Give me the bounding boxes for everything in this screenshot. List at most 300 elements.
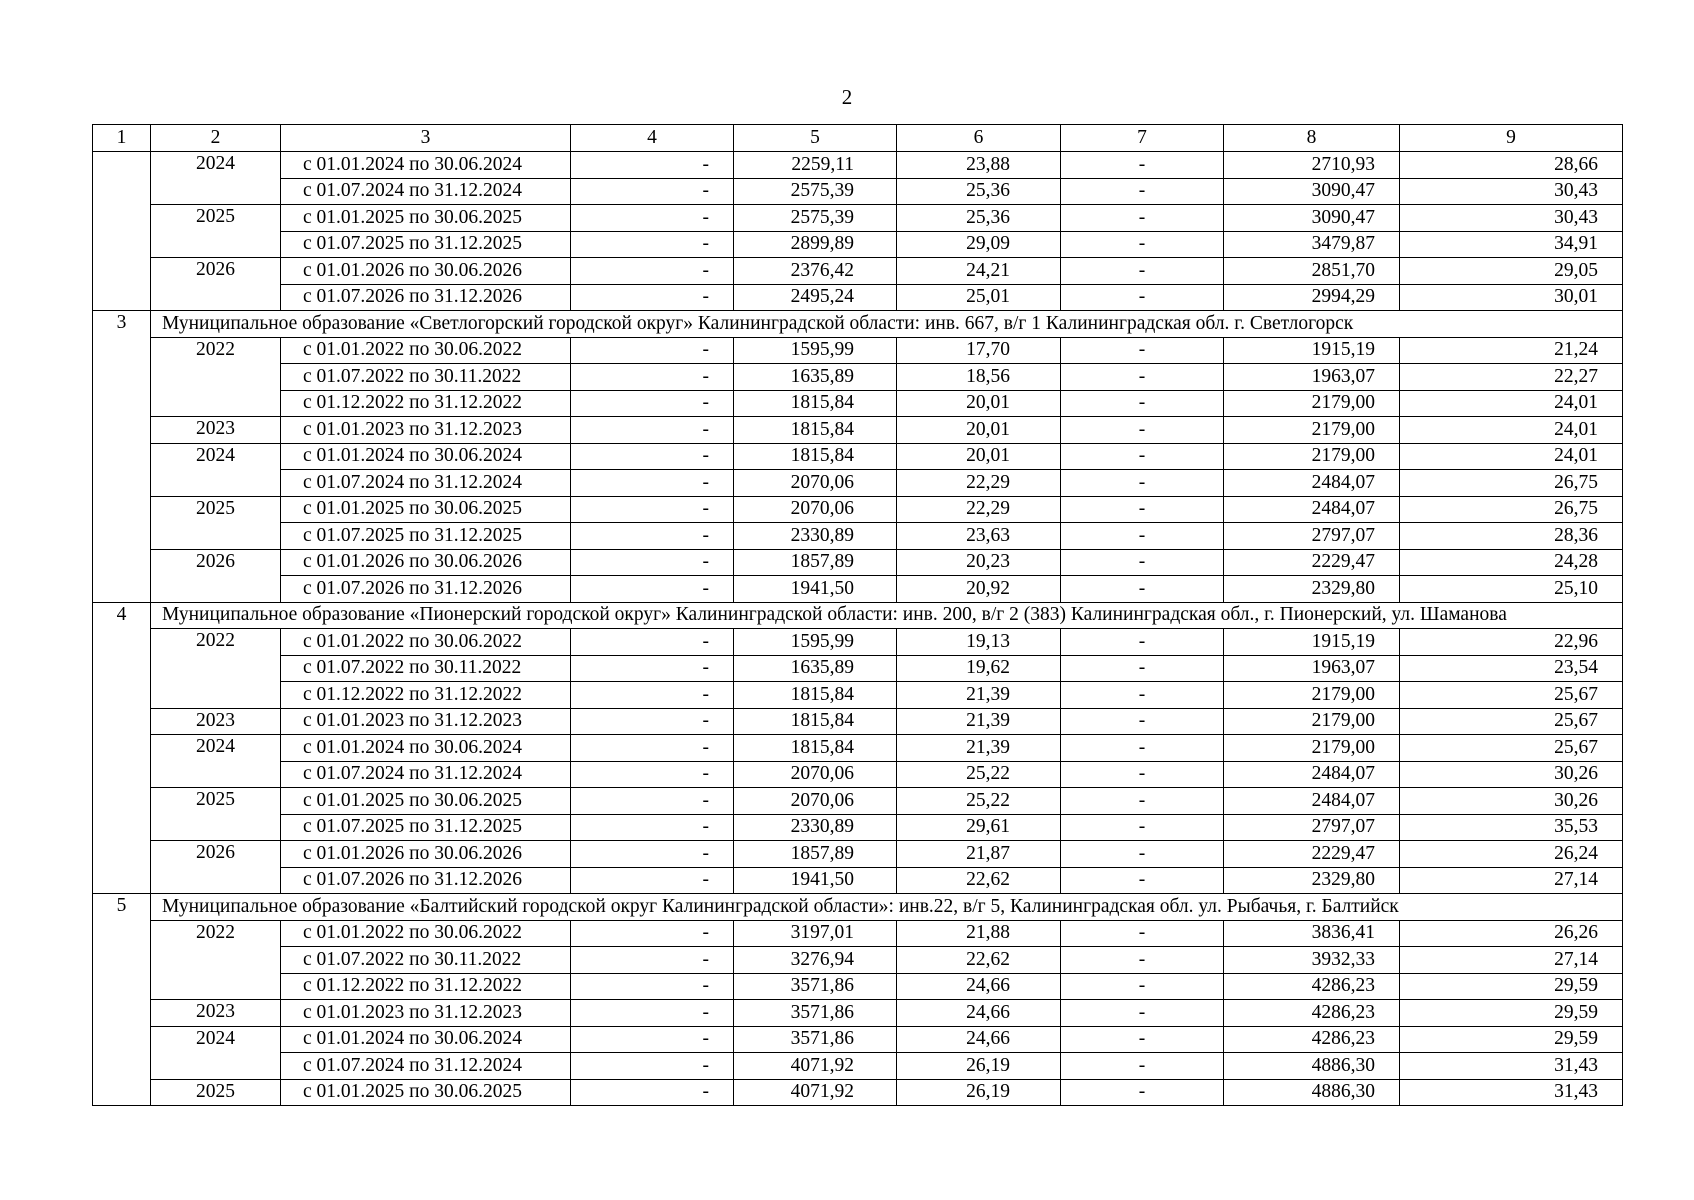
- table-row: [93, 1000, 1623, 1027]
- col7-cell: -: [1061, 814, 1224, 841]
- table-row: [93, 496, 1623, 523]
- col5-cell: 3571,86: [734, 973, 897, 1000]
- col9-cell: 26,24: [1400, 841, 1623, 868]
- col7-cell: -: [1061, 470, 1224, 497]
- col6-cell: 24,66: [897, 973, 1061, 1000]
- col9-cell: 30,26: [1400, 761, 1623, 788]
- period-cell: с 01.01.2025 по 30.06.2025: [281, 205, 571, 232]
- col5-cell: 3571,86: [734, 1000, 897, 1027]
- col4-cell: -: [571, 178, 734, 205]
- table-row: [93, 470, 1623, 497]
- col7-cell: -: [1061, 735, 1224, 762]
- column-header: 1: [93, 125, 151, 152]
- col5-cell: 1815,84: [734, 443, 897, 470]
- year-cell: 2026: [151, 258, 281, 311]
- col4-cell: -: [571, 629, 734, 656]
- col9-cell: 25,67: [1400, 708, 1623, 735]
- table-row: [93, 920, 1623, 947]
- table-row: [93, 152, 1623, 179]
- col8-cell: 4286,23: [1224, 973, 1400, 1000]
- col4-cell: -: [571, 337, 734, 364]
- col4-cell: -: [571, 973, 734, 1000]
- period-cell: с 01.07.2024 по 31.12.2024: [281, 1053, 571, 1080]
- col9-cell: 25,67: [1400, 682, 1623, 709]
- col5-cell: 1857,89: [734, 549, 897, 576]
- col9-cell: 27,14: [1400, 947, 1623, 974]
- col4-cell: -: [571, 231, 734, 258]
- col8-cell: 2797,07: [1224, 523, 1400, 550]
- col4-cell: -: [571, 390, 734, 417]
- year-cell: 2026: [151, 549, 281, 602]
- col6-cell: 23,63: [897, 523, 1061, 550]
- col4-cell: -: [571, 205, 734, 232]
- period-cell: с 01.12.2022 по 31.12.2022: [281, 973, 571, 1000]
- col8-cell: 2484,07: [1224, 788, 1400, 815]
- period-cell: с 01.01.2023 по 31.12.2023: [281, 1000, 571, 1027]
- col6-cell: 21,39: [897, 735, 1061, 762]
- table-row: [93, 417, 1623, 444]
- period-cell: с 01.07.2024 по 31.12.2024: [281, 761, 571, 788]
- col8-cell: 4286,23: [1224, 1000, 1400, 1027]
- year-cell: 2025: [151, 788, 281, 841]
- year-cell: 2023: [151, 1000, 281, 1027]
- col8-cell: 4886,30: [1224, 1079, 1400, 1106]
- col4-cell: -: [571, 920, 734, 947]
- table-row: [93, 814, 1623, 841]
- col5-cell: 1941,50: [734, 867, 897, 894]
- col4-cell: -: [571, 417, 734, 444]
- col7-cell: -: [1061, 867, 1224, 894]
- col4-cell: -: [571, 735, 734, 762]
- col6-cell: 23,88: [897, 152, 1061, 179]
- col6-cell: 20,92: [897, 576, 1061, 603]
- col9-cell: 29,59: [1400, 1026, 1623, 1053]
- table-row: [93, 867, 1623, 894]
- col5-cell: 2899,89: [734, 231, 897, 258]
- col8-cell: 4286,23: [1224, 1026, 1400, 1053]
- col6-cell: 20,23: [897, 549, 1061, 576]
- col6-cell: 24,66: [897, 1000, 1061, 1027]
- period-cell: с 01.01.2025 по 30.06.2025: [281, 788, 571, 815]
- col8-cell: 2179,00: [1224, 443, 1400, 470]
- column-header: 2: [151, 125, 281, 152]
- period-cell: с 01.07.2022 по 30.11.2022: [281, 947, 571, 974]
- section-title: Муниципальное образование «Балтийский городской округ Калининградской области»: инв.22, в/г 5, Калининградская обл. ул. Рыбачья, г. Балтийск: [151, 894, 1623, 921]
- col9-cell: 26,26: [1400, 920, 1623, 947]
- section-number: [93, 152, 151, 311]
- col6-cell: 18,56: [897, 364, 1061, 391]
- col8-cell: 1963,07: [1224, 364, 1400, 391]
- column-header: 5: [734, 125, 897, 152]
- col4-cell: -: [571, 682, 734, 709]
- col5-cell: 2575,39: [734, 205, 897, 232]
- period-cell: с 01.07.2022 по 30.11.2022: [281, 655, 571, 682]
- col7-cell: -: [1061, 682, 1224, 709]
- table-row: [93, 788, 1623, 815]
- table-row: [93, 205, 1623, 232]
- period-cell: с 01.07.2022 по 30.11.2022: [281, 364, 571, 391]
- section-number: 3: [93, 311, 151, 603]
- col8-cell: 2229,47: [1224, 549, 1400, 576]
- year-cell: 2023: [151, 708, 281, 735]
- col7-cell: -: [1061, 629, 1224, 656]
- period-cell: с 01.01.2022 по 30.06.2022: [281, 920, 571, 947]
- period-cell: с 01.07.2025 по 31.12.2025: [281, 523, 571, 550]
- period-cell: с 01.07.2026 по 31.12.2026: [281, 284, 571, 311]
- table-row: [93, 629, 1623, 656]
- col6-cell: 24,66: [897, 1026, 1061, 1053]
- year-cell: 2025: [151, 1079, 281, 1106]
- col8-cell: 2994,29: [1224, 284, 1400, 311]
- period-cell: с 01.12.2022 по 31.12.2022: [281, 390, 571, 417]
- col6-cell: 21,39: [897, 708, 1061, 735]
- table-row: [93, 973, 1623, 1000]
- col9-cell: 30,43: [1400, 205, 1623, 232]
- col7-cell: -: [1061, 947, 1224, 974]
- table-row: [93, 178, 1623, 205]
- period-cell: с 01.01.2026 по 30.06.2026: [281, 549, 571, 576]
- col6-cell: 22,62: [897, 867, 1061, 894]
- table-row: [93, 1079, 1623, 1106]
- section-number: 4: [93, 602, 151, 894]
- col4-cell: -: [571, 549, 734, 576]
- col5-cell: 2070,06: [734, 470, 897, 497]
- col9-cell: 35,53: [1400, 814, 1623, 841]
- col6-cell: 25,36: [897, 178, 1061, 205]
- col8-cell: 2484,07: [1224, 496, 1400, 523]
- col9-cell: 28,66: [1400, 152, 1623, 179]
- col6-cell: 21,39: [897, 682, 1061, 709]
- column-header: 4: [571, 125, 734, 152]
- col8-cell: 2179,00: [1224, 682, 1400, 709]
- col6-cell: 21,87: [897, 841, 1061, 868]
- col4-cell: -: [571, 655, 734, 682]
- col8-cell: 2229,47: [1224, 841, 1400, 868]
- col7-cell: -: [1061, 1000, 1224, 1027]
- col5-cell: 1635,89: [734, 364, 897, 391]
- table-row: [93, 1053, 1623, 1080]
- col6-cell: 20,01: [897, 417, 1061, 444]
- col4-cell: -: [571, 284, 734, 311]
- col7-cell: -: [1061, 549, 1224, 576]
- period-cell: с 01.07.2024 по 31.12.2024: [281, 178, 571, 205]
- col6-cell: 20,01: [897, 443, 1061, 470]
- col6-cell: 22,62: [897, 947, 1061, 974]
- col5-cell: 1595,99: [734, 337, 897, 364]
- table-row: [93, 947, 1623, 974]
- year-cell: 2024: [151, 152, 281, 205]
- col6-cell: 19,62: [897, 655, 1061, 682]
- col8-cell: 2710,93: [1224, 152, 1400, 179]
- col9-cell: 25,10: [1400, 576, 1623, 603]
- col5-cell: 1815,84: [734, 735, 897, 762]
- col9-cell: 21,24: [1400, 337, 1623, 364]
- table-row: [93, 841, 1623, 868]
- year-cell: 2024: [151, 443, 281, 496]
- col6-cell: 25,22: [897, 761, 1061, 788]
- col4-cell: -: [571, 1053, 734, 1080]
- col7-cell: -: [1061, 761, 1224, 788]
- col4-cell: -: [571, 523, 734, 550]
- col5-cell: 1941,50: [734, 576, 897, 603]
- col7-cell: -: [1061, 337, 1224, 364]
- section-title: Муниципальное образование «Пионерский городской округ» Калининградской области: инв. 200, в/г 2 (383) Калининградская обл., г. Пионерский, ул. Шаманова: [151, 602, 1623, 629]
- col7-cell: -: [1061, 496, 1224, 523]
- col7-cell: -: [1061, 920, 1224, 947]
- column-header: 9: [1400, 125, 1623, 152]
- column-header: 7: [1061, 125, 1224, 152]
- period-cell: с 01.01.2025 по 30.06.2025: [281, 1079, 571, 1106]
- col4-cell: -: [571, 761, 734, 788]
- col7-cell: -: [1061, 1026, 1224, 1053]
- col5-cell: 1815,84: [734, 682, 897, 709]
- col9-cell: 30,01: [1400, 284, 1623, 311]
- period-cell: с 01.01.2022 по 30.06.2022: [281, 337, 571, 364]
- period-cell: с 01.07.2025 по 31.12.2025: [281, 231, 571, 258]
- col6-cell: 25,22: [897, 788, 1061, 815]
- col8-cell: 1915,19: [1224, 337, 1400, 364]
- table-row: [93, 735, 1623, 762]
- table-row: [93, 1026, 1623, 1053]
- col8-cell: 3090,47: [1224, 205, 1400, 232]
- col5-cell: 4071,92: [734, 1053, 897, 1080]
- col6-cell: 26,19: [897, 1079, 1061, 1106]
- table-row: [93, 761, 1623, 788]
- table-row: [93, 364, 1623, 391]
- table-row: [93, 443, 1623, 470]
- col7-cell: -: [1061, 390, 1224, 417]
- col5-cell: 1815,84: [734, 417, 897, 444]
- col4-cell: -: [571, 1000, 734, 1027]
- col6-cell: 17,70: [897, 337, 1061, 364]
- col7-cell: -: [1061, 788, 1224, 815]
- col9-cell: 22,96: [1400, 629, 1623, 656]
- col6-cell: 25,01: [897, 284, 1061, 311]
- col5-cell: 1857,89: [734, 841, 897, 868]
- col7-cell: -: [1061, 417, 1224, 444]
- col8-cell: 2329,80: [1224, 867, 1400, 894]
- col7-cell: -: [1061, 284, 1224, 311]
- col8-cell: 2851,70: [1224, 258, 1400, 285]
- col4-cell: -: [571, 1026, 734, 1053]
- col4-cell: -: [571, 708, 734, 735]
- column-header: 3: [281, 125, 571, 152]
- table-row: [93, 390, 1623, 417]
- col9-cell: 29,05: [1400, 258, 1623, 285]
- col6-cell: 22,29: [897, 496, 1061, 523]
- table-row: [93, 682, 1623, 709]
- period-cell: с 01.07.2026 по 31.12.2026: [281, 867, 571, 894]
- period-cell: с 01.01.2022 по 30.06.2022: [281, 629, 571, 656]
- col9-cell: 24,01: [1400, 417, 1623, 444]
- col7-cell: -: [1061, 364, 1224, 391]
- year-cell: 2023: [151, 417, 281, 444]
- col6-cell: 21,88: [897, 920, 1061, 947]
- period-cell: с 01.01.2024 по 30.06.2024: [281, 152, 571, 179]
- year-cell: 2025: [151, 205, 281, 258]
- col7-cell: -: [1061, 231, 1224, 258]
- col4-cell: -: [571, 364, 734, 391]
- year-cell: 2025: [151, 496, 281, 549]
- col4-cell: -: [571, 867, 734, 894]
- col5-cell: 2575,39: [734, 178, 897, 205]
- col5-cell: 3276,94: [734, 947, 897, 974]
- table-row: [93, 337, 1623, 364]
- col9-cell: 25,67: [1400, 735, 1623, 762]
- year-cell: 2022: [151, 629, 281, 709]
- col5-cell: 3197,01: [734, 920, 897, 947]
- col7-cell: -: [1061, 973, 1224, 1000]
- col4-cell: -: [571, 814, 734, 841]
- col8-cell: 1915,19: [1224, 629, 1400, 656]
- col5-cell: 1635,89: [734, 655, 897, 682]
- col7-cell: -: [1061, 1053, 1224, 1080]
- col6-cell: 20,01: [897, 390, 1061, 417]
- table-row: [93, 258, 1623, 285]
- col9-cell: 22,27: [1400, 364, 1623, 391]
- col9-cell: 30,43: [1400, 178, 1623, 205]
- col9-cell: 26,75: [1400, 470, 1623, 497]
- col4-cell: -: [571, 947, 734, 974]
- period-cell: с 01.01.2024 по 30.06.2024: [281, 443, 571, 470]
- header-row: [93, 125, 1623, 152]
- col9-cell: 28,36: [1400, 523, 1623, 550]
- col4-cell: -: [571, 788, 734, 815]
- year-cell: 2022: [151, 337, 281, 417]
- col5-cell: 1815,84: [734, 708, 897, 735]
- col5-cell: 2330,89: [734, 814, 897, 841]
- col9-cell: 30,26: [1400, 788, 1623, 815]
- col5-cell: 2495,24: [734, 284, 897, 311]
- col7-cell: -: [1061, 205, 1224, 232]
- section-number: 5: [93, 894, 151, 1106]
- year-cell: 2026: [151, 841, 281, 894]
- col5-cell: 1595,99: [734, 629, 897, 656]
- col4-cell: -: [571, 470, 734, 497]
- tariff-table: [92, 124, 1623, 1106]
- col8-cell: 3090,47: [1224, 178, 1400, 205]
- table-row: [93, 523, 1623, 550]
- col8-cell: 2797,07: [1224, 814, 1400, 841]
- col7-cell: -: [1061, 152, 1224, 179]
- col9-cell: 31,43: [1400, 1079, 1623, 1106]
- col6-cell: 19,13: [897, 629, 1061, 656]
- col8-cell: 2484,07: [1224, 761, 1400, 788]
- period-cell: с 01.07.2025 по 31.12.2025: [281, 814, 571, 841]
- period-cell: с 01.07.2026 по 31.12.2026: [281, 576, 571, 603]
- col8-cell: 2484,07: [1224, 470, 1400, 497]
- col8-cell: 3932,33: [1224, 947, 1400, 974]
- col7-cell: -: [1061, 523, 1224, 550]
- col8-cell: 2179,00: [1224, 708, 1400, 735]
- col5-cell: 2330,89: [734, 523, 897, 550]
- col9-cell: 29,59: [1400, 973, 1623, 1000]
- col9-cell: 29,59: [1400, 1000, 1623, 1027]
- section-title-row: [93, 894, 1623, 921]
- col9-cell: 23,54: [1400, 655, 1623, 682]
- col6-cell: 24,21: [897, 258, 1061, 285]
- col5-cell: 2070,06: [734, 761, 897, 788]
- period-cell: с 01.01.2024 по 30.06.2024: [281, 735, 571, 762]
- col7-cell: -: [1061, 655, 1224, 682]
- section-title: Муниципальное образование «Светлогорский городской округ» Калининградской области: инв. 667, в/г 1 Калининградская обл. г. Светлогорск: [151, 311, 1623, 338]
- col4-cell: -: [571, 841, 734, 868]
- period-cell: с 01.01.2025 по 30.06.2025: [281, 496, 571, 523]
- col6-cell: 29,09: [897, 231, 1061, 258]
- col9-cell: 24,28: [1400, 549, 1623, 576]
- year-cell: 2024: [151, 735, 281, 788]
- col4-cell: -: [571, 576, 734, 603]
- col4-cell: -: [571, 152, 734, 179]
- table-row: [93, 231, 1623, 258]
- table-row: [93, 708, 1623, 735]
- table-row: [93, 655, 1623, 682]
- col7-cell: -: [1061, 841, 1224, 868]
- column-header: 6: [897, 125, 1061, 152]
- col8-cell: 2179,00: [1224, 390, 1400, 417]
- table-row: [93, 284, 1623, 311]
- section-title-row: [93, 311, 1623, 338]
- col5-cell: 3571,86: [734, 1026, 897, 1053]
- period-cell: с 01.01.2024 по 30.06.2024: [281, 1026, 571, 1053]
- period-cell: с 01.01.2023 по 31.12.2023: [281, 708, 571, 735]
- period-cell: с 01.07.2024 по 31.12.2024: [281, 470, 571, 497]
- col8-cell: 2329,80: [1224, 576, 1400, 603]
- col9-cell: 31,43: [1400, 1053, 1623, 1080]
- col6-cell: 22,29: [897, 470, 1061, 497]
- table-row: [93, 549, 1623, 576]
- period-cell: с 01.01.2026 по 30.06.2026: [281, 258, 571, 285]
- col5-cell: 2259,11: [734, 152, 897, 179]
- col8-cell: 1963,07: [1224, 655, 1400, 682]
- col5-cell: 4071,92: [734, 1079, 897, 1106]
- col5-cell: 1815,84: [734, 390, 897, 417]
- col6-cell: 26,19: [897, 1053, 1061, 1080]
- period-cell: с 01.01.2026 по 30.06.2026: [281, 841, 571, 868]
- col9-cell: 34,91: [1400, 231, 1623, 258]
- col4-cell: -: [571, 1079, 734, 1106]
- col5-cell: 2070,06: [734, 496, 897, 523]
- col7-cell: -: [1061, 443, 1224, 470]
- col8-cell: 4886,30: [1224, 1053, 1400, 1080]
- col7-cell: -: [1061, 576, 1224, 603]
- col8-cell: 3836,41: [1224, 920, 1400, 947]
- col4-cell: -: [571, 443, 734, 470]
- period-cell: с 01.01.2023 по 31.12.2023: [281, 417, 571, 444]
- col5-cell: 2376,42: [734, 258, 897, 285]
- col9-cell: 26,75: [1400, 496, 1623, 523]
- col7-cell: -: [1061, 258, 1224, 285]
- section-title-row: [93, 602, 1623, 629]
- col7-cell: -: [1061, 1079, 1224, 1106]
- page-number: 2: [841, 85, 853, 109]
- col8-cell: 2179,00: [1224, 417, 1400, 444]
- col8-cell: 3479,87: [1224, 231, 1400, 258]
- col8-cell: 2179,00: [1224, 735, 1400, 762]
- col6-cell: 29,61: [897, 814, 1061, 841]
- col9-cell: 24,01: [1400, 390, 1623, 417]
- column-header: 8: [1224, 125, 1400, 152]
- col9-cell: 27,14: [1400, 867, 1623, 894]
- col6-cell: 25,36: [897, 205, 1061, 232]
- table-row: [93, 576, 1623, 603]
- period-cell: с 01.12.2022 по 31.12.2022: [281, 682, 571, 709]
- col7-cell: -: [1061, 708, 1224, 735]
- col9-cell: 24,01: [1400, 443, 1623, 470]
- year-cell: 2024: [151, 1026, 281, 1079]
- col7-cell: -: [1061, 178, 1224, 205]
- col4-cell: -: [571, 258, 734, 285]
